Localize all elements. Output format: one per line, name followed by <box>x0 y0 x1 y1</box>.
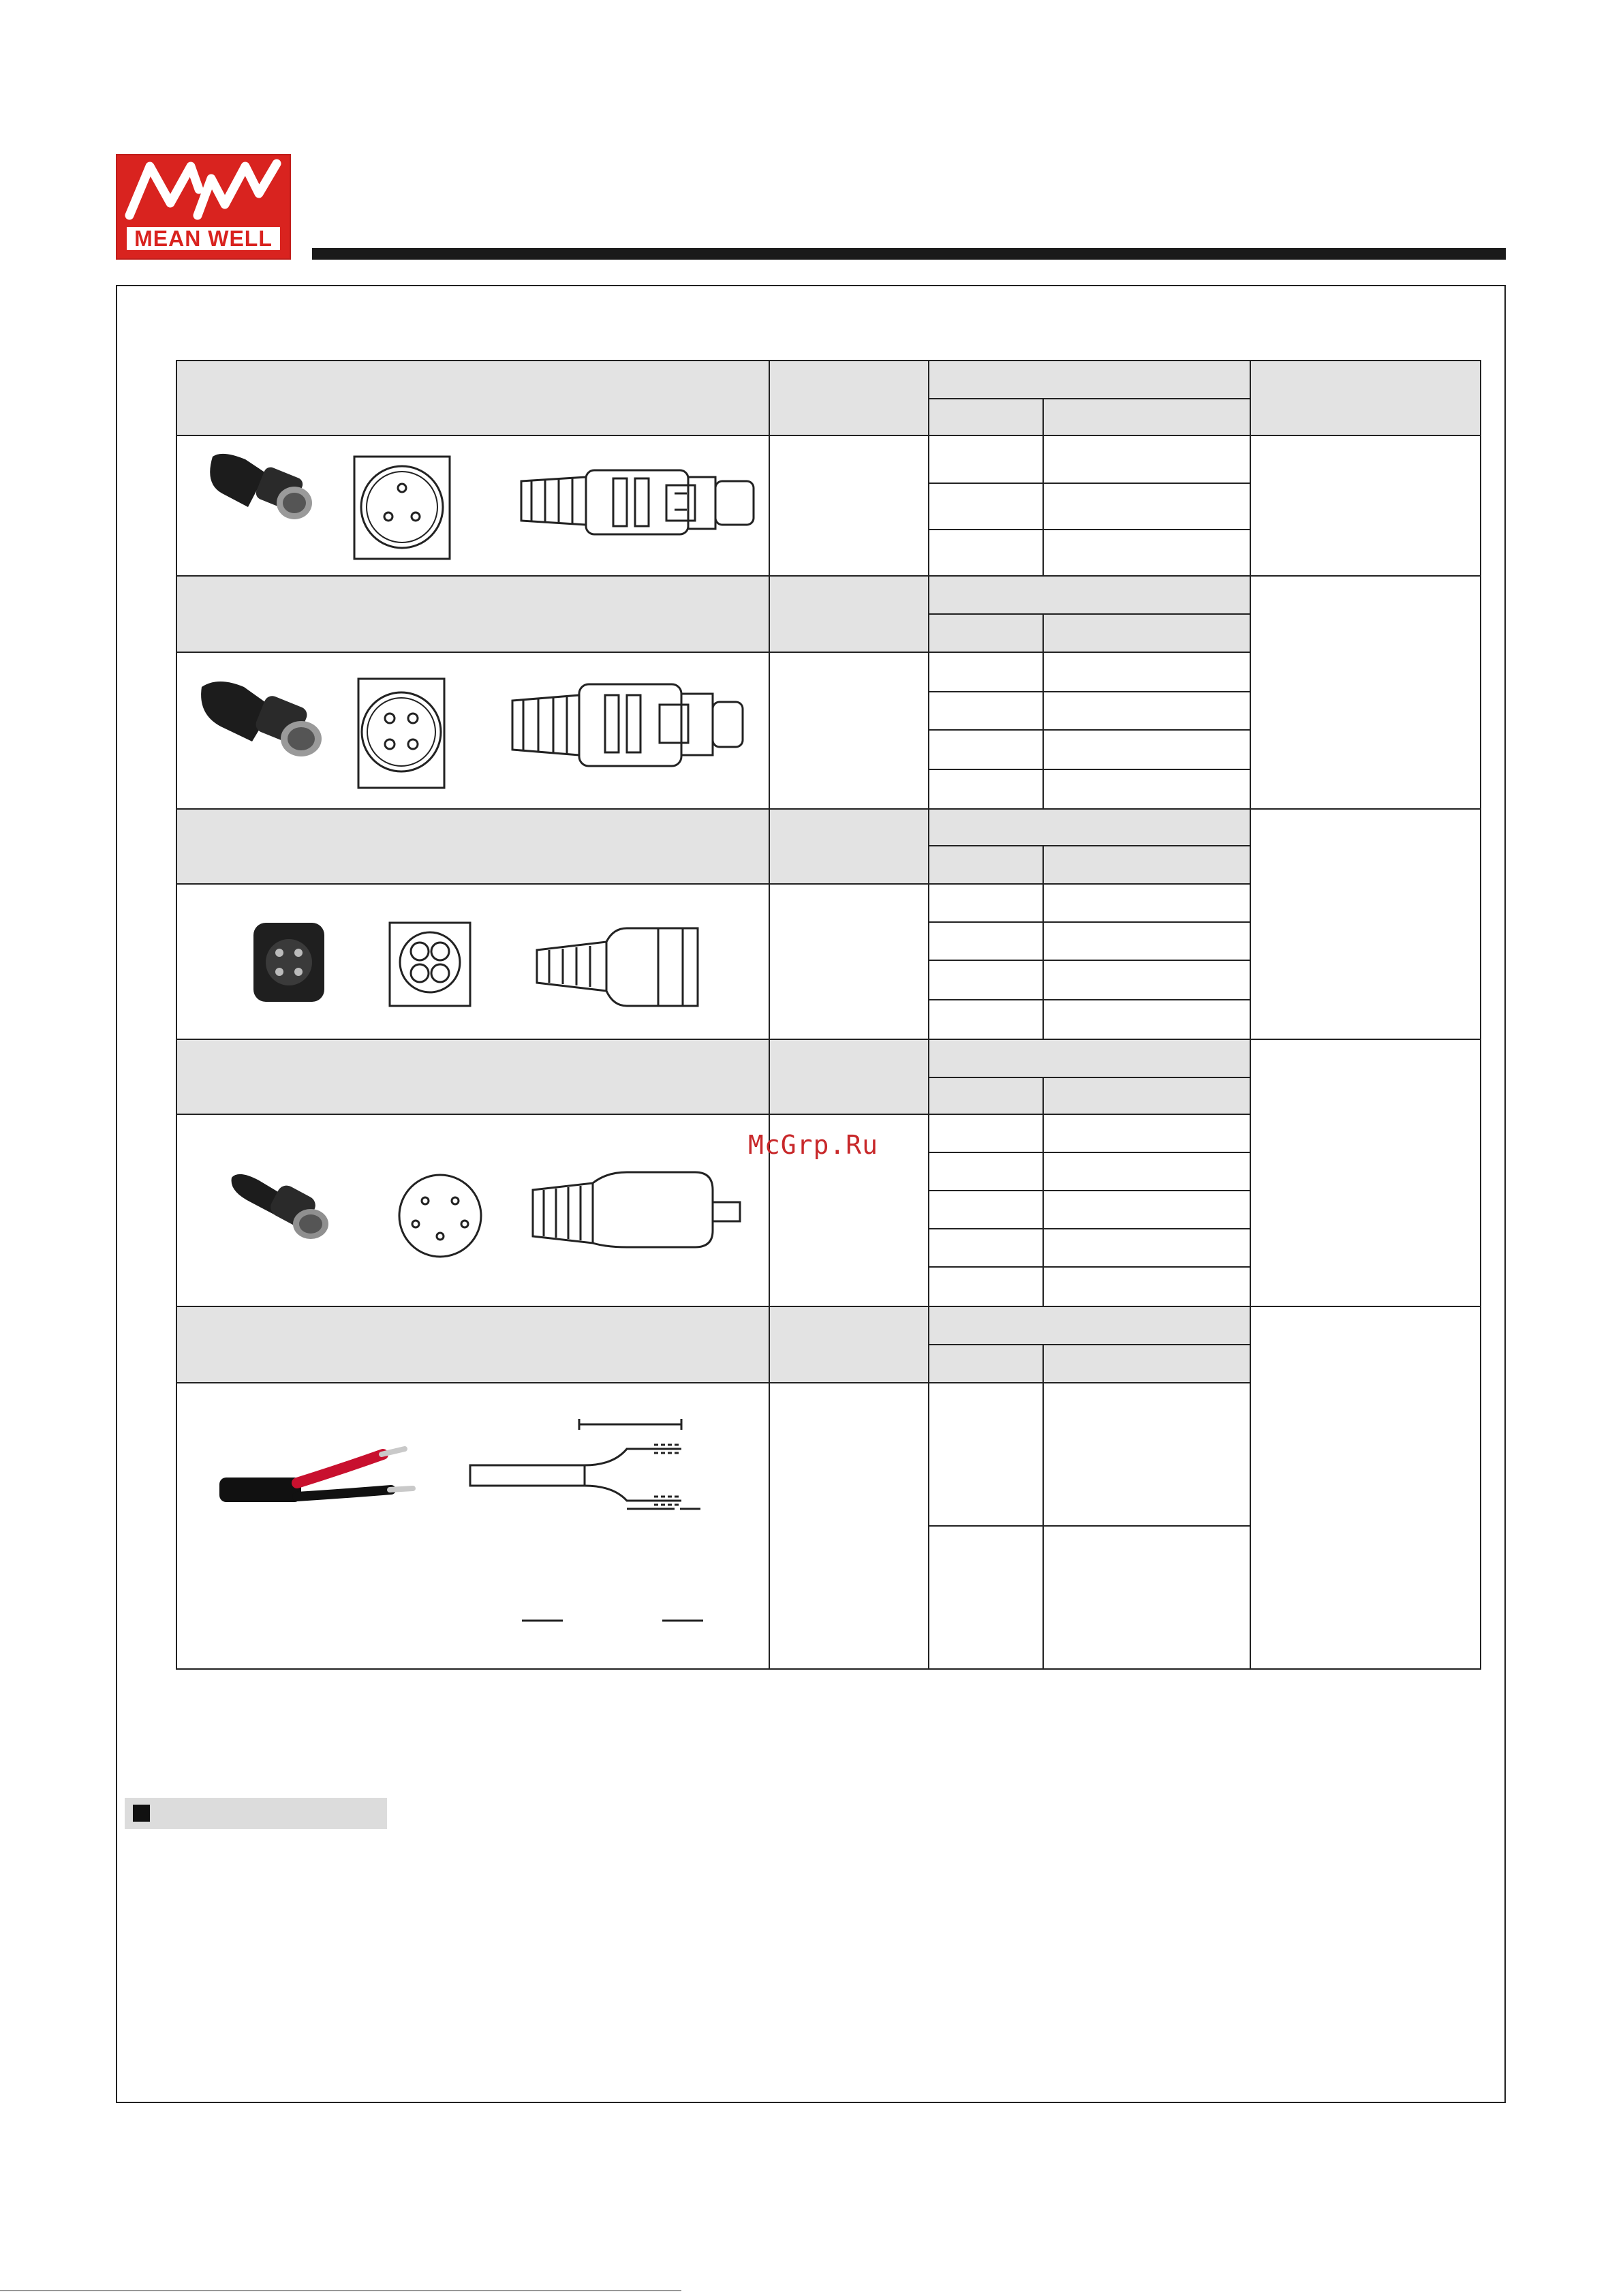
section-header-connector <box>176 1306 770 1383</box>
wire-photo-icon <box>219 1449 413 1502</box>
pin-no-cell <box>928 1190 1044 1229</box>
pin-output-cell <box>1042 483 1251 530</box>
pin-face-icon <box>390 923 470 1006</box>
connector-image-cell <box>176 1382 770 1670</box>
section-header-pin-assignment <box>928 808 1251 846</box>
section-header-part-no <box>769 575 929 653</box>
section-header-connector <box>176 1039 770 1115</box>
notes-heading-bar <box>125 1798 387 1829</box>
section-header-output <box>1042 613 1251 653</box>
pin-output-cell <box>1042 999 1251 1040</box>
connector-image-cell <box>176 435 770 577</box>
connector-photo-icon <box>210 454 312 519</box>
pin-output-cell <box>1042 1152 1251 1191</box>
length-cell <box>1250 575 1481 810</box>
pin-output-cell <box>1042 1382 1251 1527</box>
section-header-part-no <box>769 808 929 885</box>
pin-no-cell <box>928 435 1044 484</box>
pin-no-cell <box>928 999 1044 1040</box>
connector-image-cell <box>176 1114 770 1307</box>
connector-photo-icon <box>232 1174 328 1239</box>
pin-no-cell <box>928 729 1044 770</box>
pin-output-cell <box>1042 1228 1251 1268</box>
part-number-cell <box>769 652 929 810</box>
pin-output-cell <box>1042 1190 1251 1229</box>
watermark: McGrp.Ru <box>748 1130 879 1160</box>
section-header-connector <box>176 360 770 436</box>
logo-text: MEAN WELL <box>127 227 280 250</box>
pin-output-cell <box>1042 1266 1251 1307</box>
connector-side-view-icon <box>537 928 698 1006</box>
pin-output-cell <box>1042 1525 1251 1670</box>
pin-no-cell <box>928 1382 1044 1527</box>
pin-no-cell <box>928 1152 1044 1191</box>
section-header-pin-assignment <box>928 1039 1251 1078</box>
mean-well-logo <box>116 154 291 260</box>
pin-no-cell <box>928 529 1044 577</box>
length-cell <box>1250 808 1481 1040</box>
pin-no-cell <box>928 769 1044 810</box>
pin-output-cell <box>1042 529 1251 577</box>
section-header-part-no <box>769 360 929 436</box>
length-cell <box>1250 1039 1481 1307</box>
section-header-length <box>1250 360 1481 436</box>
pin-no-cell <box>928 960 1044 1000</box>
pin-output-cell <box>1042 1114 1251 1153</box>
pin-output-cell <box>1042 729 1251 770</box>
pin-no-cell <box>928 1228 1044 1268</box>
pin-no-cell <box>928 921 1044 961</box>
pin-no-cell <box>928 483 1044 530</box>
section-header-pin-assignment <box>928 1306 1251 1345</box>
part-number-cell <box>769 435 929 577</box>
part-number-cell <box>769 1382 929 1670</box>
footer-line <box>0 2290 681 2291</box>
5-pin-connector-drawings <box>177 1115 769 1306</box>
pin-output-cell <box>1042 921 1251 961</box>
section-header-pin-no <box>928 613 1044 653</box>
section-header-pin-no <box>928 845 1044 885</box>
section-header-pin-no <box>928 1344 1044 1383</box>
open-wire-drawings <box>177 1383 769 1668</box>
header-rule <box>312 248 1506 260</box>
4-pin-socket-drawings <box>177 885 769 1039</box>
section-header-pin-no <box>928 1077 1044 1115</box>
section-header-output <box>1042 1077 1251 1115</box>
section-header-connector <box>176 808 770 885</box>
connector-side-view-icon <box>512 684 743 766</box>
3-pin-connector-drawings <box>177 436 769 575</box>
section-header-pin-assignment <box>928 575 1251 615</box>
4-pin-connector-drawings <box>177 653 769 808</box>
pin-no-cell <box>928 652 1044 692</box>
bullet-square-icon <box>133 1805 150 1822</box>
connector-side-view-icon <box>533 1172 740 1247</box>
connector-image-cell <box>176 652 770 810</box>
section-header-output <box>1042 398 1251 436</box>
length-cell <box>1250 435 1481 577</box>
connector-photo-icon <box>201 682 322 756</box>
pin-output-cell <box>1042 652 1251 692</box>
mw-logo-mark-icon <box>117 155 290 224</box>
wire-strip-diagram-icon <box>470 1419 703 1621</box>
pin-no-cell <box>928 883 1044 923</box>
pin-output-cell <box>1042 691 1251 731</box>
connector-photo-icon <box>253 923 324 1002</box>
pin-no-cell <box>928 691 1044 731</box>
connector-side-view-icon <box>521 470 754 534</box>
connector-image-cell <box>176 883 770 1040</box>
section-header-pin-assignment <box>928 360 1251 399</box>
length-cell <box>1250 1306 1481 1670</box>
section-header-output <box>1042 1344 1251 1383</box>
pin-output-cell <box>1042 769 1251 810</box>
section-header-connector <box>176 575 770 653</box>
section-header-part-no <box>769 1039 929 1115</box>
pin-output-cell <box>1042 960 1251 1000</box>
section-header-pin-no <box>928 398 1044 436</box>
pin-face-icon <box>354 457 450 559</box>
pin-no-cell <box>928 1525 1044 1670</box>
pin-face-icon <box>399 1175 481 1257</box>
section-header-output <box>1042 845 1251 885</box>
pin-output-cell <box>1042 435 1251 484</box>
part-number-cell <box>769 883 929 1040</box>
section-header-part-no <box>769 1306 929 1383</box>
pin-face-icon <box>358 679 444 788</box>
pin-output-cell <box>1042 883 1251 923</box>
pin-no-cell <box>928 1114 1044 1153</box>
pin-no-cell <box>928 1266 1044 1307</box>
